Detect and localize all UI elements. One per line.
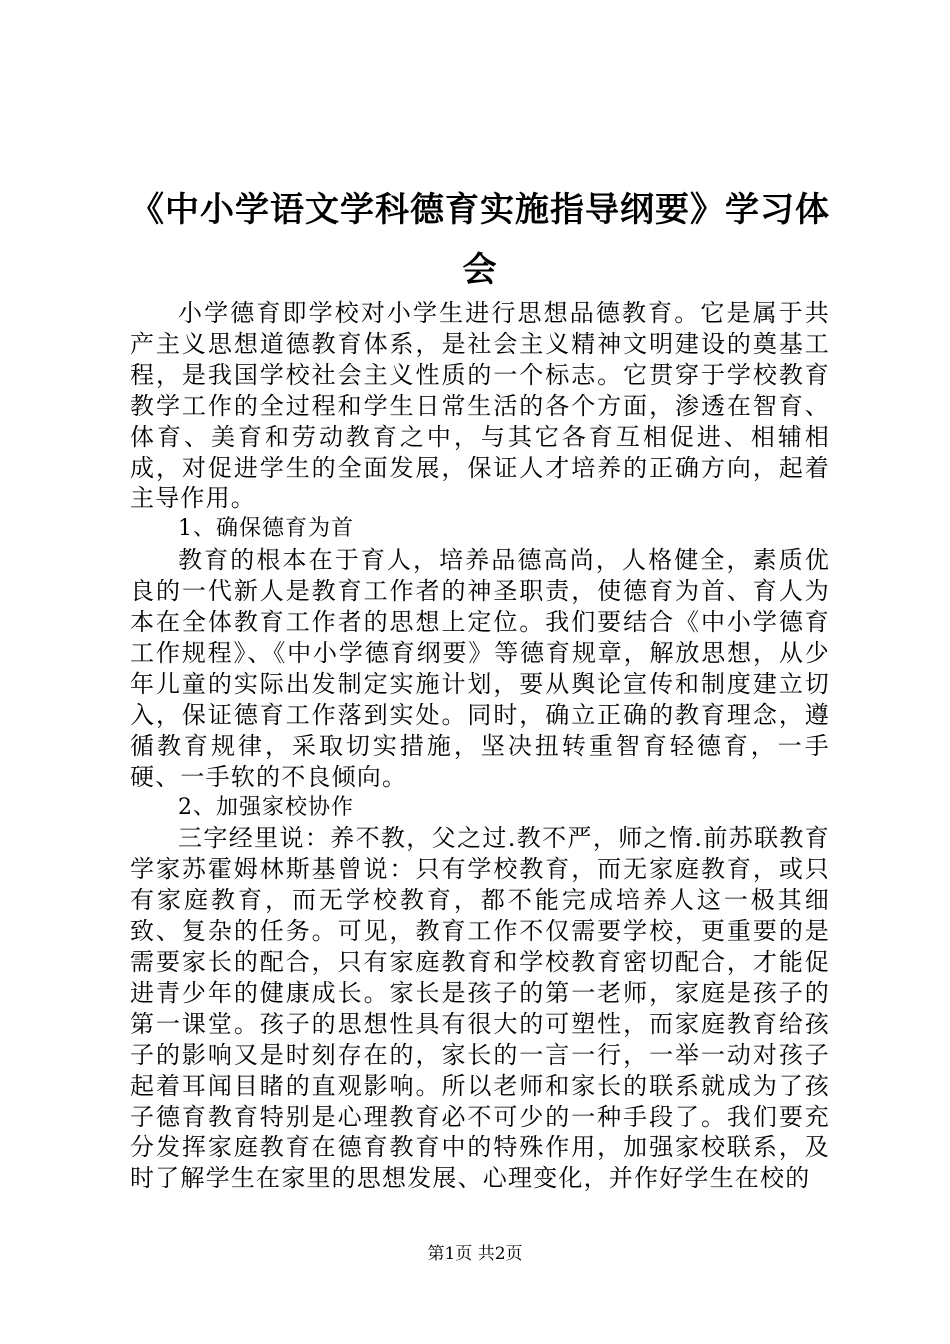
paragraph-section-2: 三字经里说：养不教，父之过.教不严，师之惰.前苏联教育学家苏霍姆林斯基曾说：只有学校教育，而无家庭教育，或只有家庭教育，而无学校教育，都不能完成培养人这一极其细致、复杂的任务。可见，教育工作不仅需要学校，更重要的是需要家长的配合，只有家庭教育和学校教育密切配合，才能促进青少年的健康成长。家长是孩子的第一老师，家庭是孩子的第一课堂。孩子的思想性具有很大的可塑性，而家庭教育给孩子的影响又是时刻存在的，家长的一言一行，一举一动对孩子起着耳闻目睹的直观影响。所以老师和家长的联系就成为了孩子德育教育特别是心理教育必不可少的一种手段了。我们要充分发挥家庭教育在德育教育中的特殊作用，加强家校联系，及时了解学生在家里的思想发展、心理变化，并作好学生在校的 <box>130 824 830 1193</box>
document-title: 《中小学语文学科德育实施指导纲要》学习体会 <box>130 190 830 290</box>
document-body <box>130 298 830 1194</box>
paragraph-intro: 小学德育即学校对小学生进行思想品德教育。它是属于共产主义思想道德教育体系，是社会主义精神文明建设的奠基工程，是我国学校社会主义性质的一个标志。它贯穿于学校教育教学工作的全过程和学生日常生活的各个方面，渗透在智育、体育、美育和劳动教育之中，与其它各育互相促进、相辅相成，对促进学生的全面发展，保证人才培养的正确方向，起着主导作用。 <box>130 299 830 513</box>
section-heading-2: 2、加强家校协作 <box>178 794 354 820</box>
section-heading-1: 1、确保德育为首 <box>178 516 354 542</box>
page-footer: 第1页 共2页 <box>427 1244 523 1264</box>
paragraph-section-1: 教育的根本在于育人，培养品德高尚，人格健全，素质优良的一代新人是教育工作者的神圣职责，使德育为首、育人为本在全体教育工作者的思想上定位。我们要结合《中小学德育工作规程》、《中小学德育纲要》等德育规章，解放思想，从少年儿童的实际出发制定实施计划，要从舆论宣传和制度建立切入，保证德育工作落到实处。同时，确立正确的教育理念，遵循教育规律，采取切实措施，坚决扭转重智育轻德育，一手硬、一手软的不良倾向。 <box>130 546 830 791</box>
